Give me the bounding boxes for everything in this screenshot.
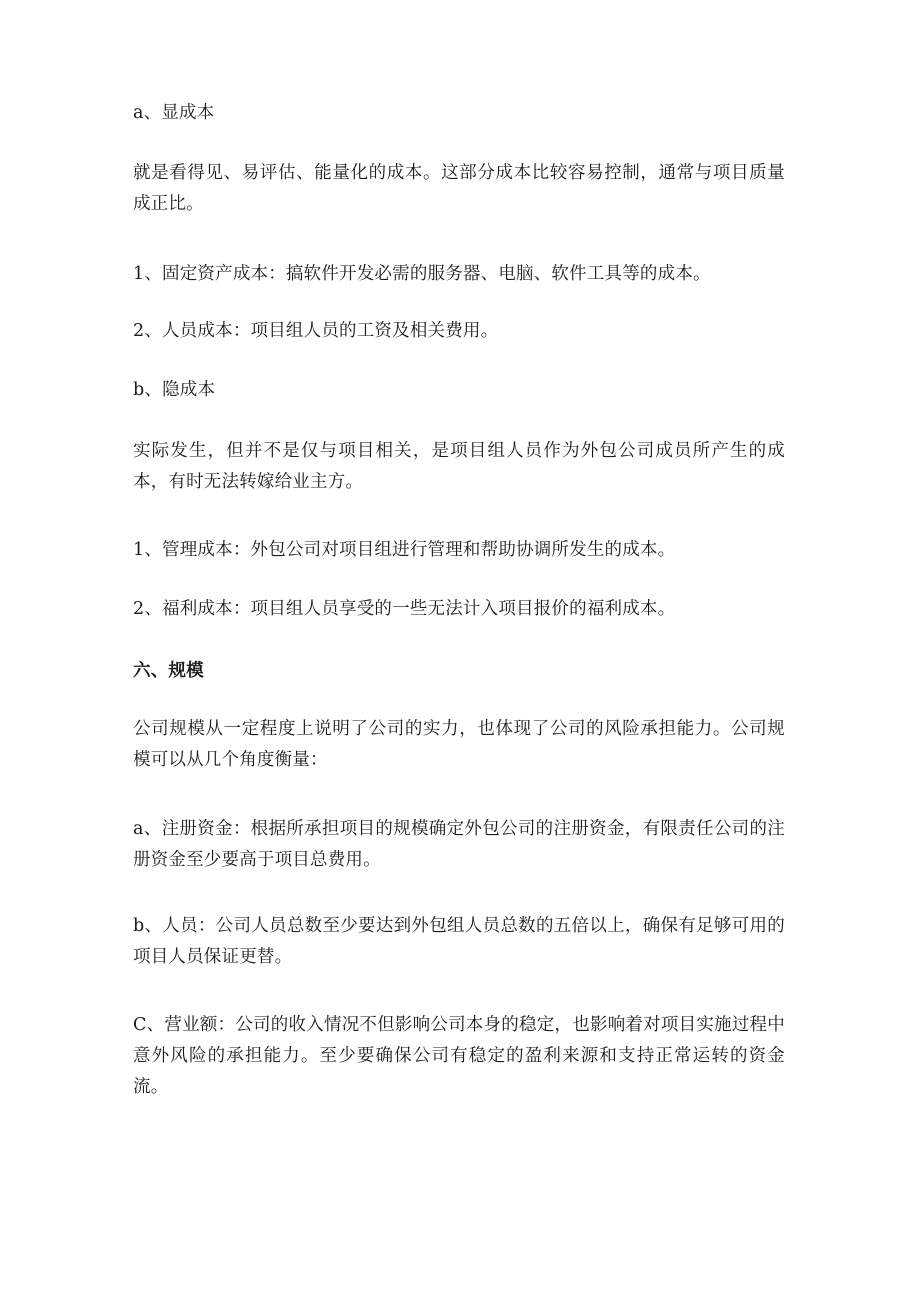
paragraph-management-cost: 1、管理成本：外包公司对项目组进行管理和帮助协调所发生的成本。 <box>133 540 676 560</box>
paragraph-revenue: C、营业额：公司的收入情况不但影响公司本身的稳定，也影响着对项目实施过程中意外风险的承担能力。至少要确保公司有稳定的盈利来源和支持正常运转的资金流。 <box>133 1015 785 1097</box>
paragraph-fixed-asset-cost: 1、固定资产成本：搞软件开发必需的服务器、电脑、软件工具等的成本。 <box>133 264 711 284</box>
paragraph-staff: b、人员：公司人员总数至少要达到外包组人员总数的五倍以上，确保有足够可用的项目人员保证更替。 <box>133 916 785 967</box>
section-heading-scale: 六、规模 <box>133 661 204 681</box>
paragraph-registered-capital: a、注册资金：根据所承担项目的规模确定外包公司的注册资金，有限责任公司的注册资金至少要高于项目总费用。 <box>133 819 785 870</box>
paragraph-hidden-cost-desc: 实际发生，但并不是仅与项目相关，是项目组人员作为外包公司成员所产生的成本，有时无法转嫁给业主方。 <box>133 441 785 492</box>
paragraph-scale-desc: 公司规模从一定程度上说明了公司的实力，也体现了公司的风险承担能力。公司规模可以从几个角度衡量： <box>133 719 785 770</box>
paragraph-welfare-cost: 2、福利成本：项目组人员享受的一些无法计入项目报价的福利成本。 <box>133 599 676 619</box>
paragraph-b-hidden-cost: b、隐成本 <box>133 380 216 400</box>
paragraph-a-explicit-cost: a、显成本 <box>133 103 215 123</box>
paragraph-explicit-cost-desc: 就是看得见、易评估、能量化的成本。这部分成本比较容易控制，通常与项目质量成正比。 <box>133 163 785 214</box>
paragraph-personnel-cost: 2、人员成本：项目组人员的工资及相关费用。 <box>133 321 499 341</box>
